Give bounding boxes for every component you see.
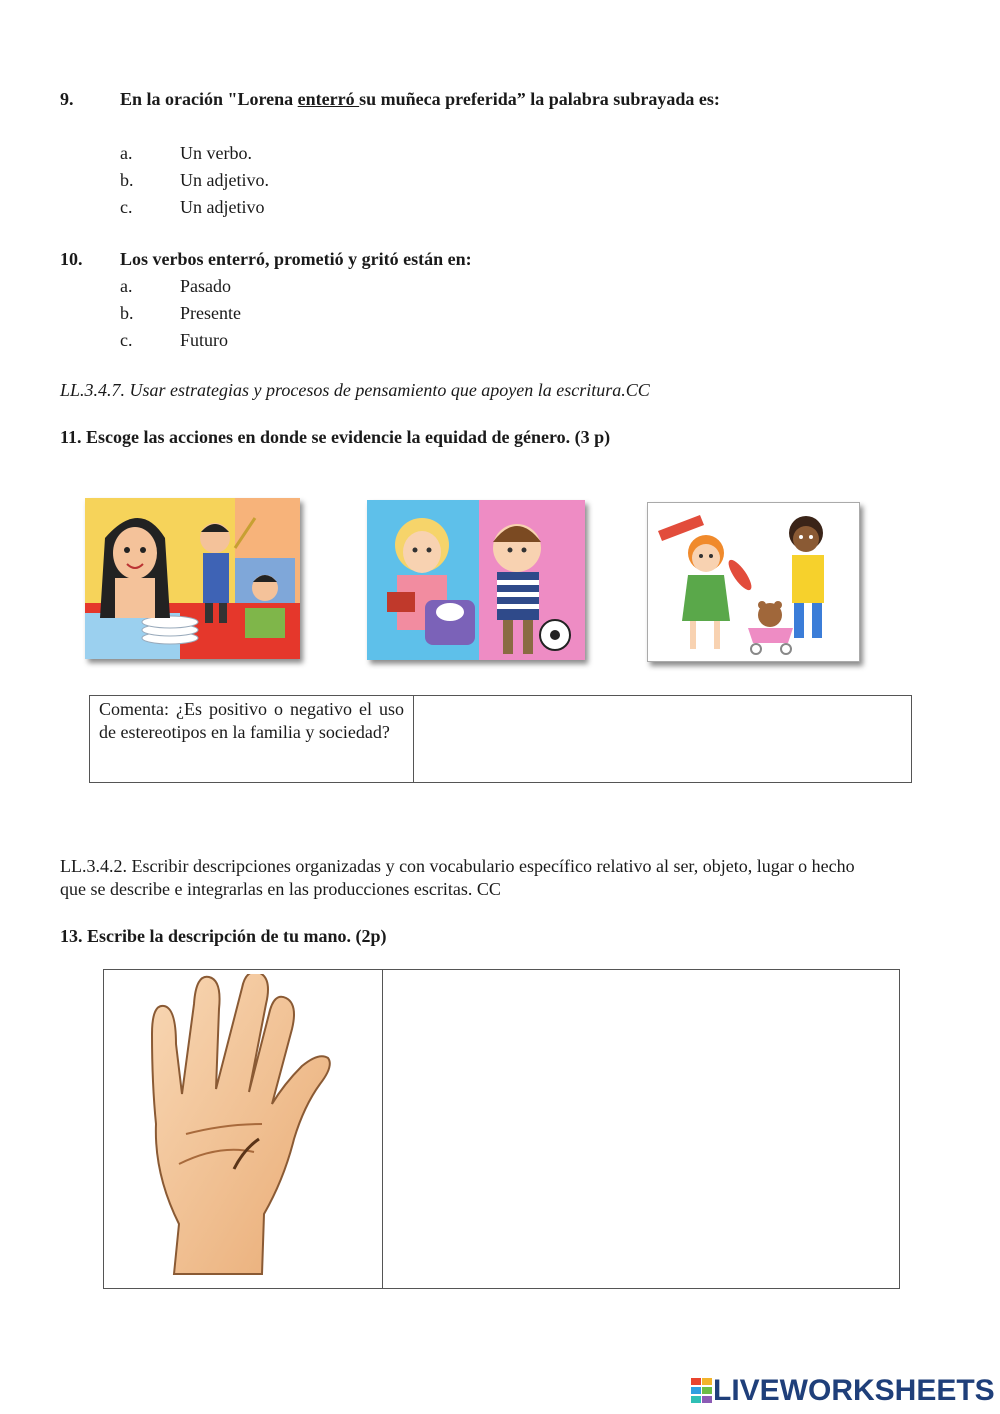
question-13-text: 13. Escribe la descripción de tu mano. (2p) xyxy=(60,926,387,946)
question-9-text-after: su muñeca preferida” la palabra subrayada es: xyxy=(359,89,720,109)
question-9-number: 9. xyxy=(60,89,74,109)
comment-table xyxy=(89,695,912,783)
hand-description-answer[interactable] xyxy=(394,980,884,1275)
hand-description-box xyxy=(103,969,900,1289)
question-10-text: Los verbos enterró, prometió y gritó están en: xyxy=(120,249,472,269)
q10-option-c[interactable]: Futuro xyxy=(180,330,229,350)
q10-option-b[interactable]: Presente xyxy=(180,303,241,323)
image-girl-boy-stereotypes[interactable] xyxy=(367,500,585,660)
image-family-chores[interactable] xyxy=(85,498,300,659)
q10-option-b-letter: b. xyxy=(120,303,134,323)
q10-option-a-letter: a. xyxy=(120,276,133,296)
q9-option-a-letter: a. xyxy=(120,143,133,163)
image-kids-playing[interactable] xyxy=(647,502,860,662)
liveworksheets-logo-text: LIVEWORKSHEETS xyxy=(713,1374,995,1407)
comment-prompt: Comenta: ¿Es positivo o negativo el uso de estereotipos en la familia y sociedad? xyxy=(90,696,414,783)
q9-option-a[interactable]: Un verbo. xyxy=(180,143,252,163)
hand-image xyxy=(134,974,364,1282)
question-9-underlined-word: enterró xyxy=(297,89,360,109)
q10-option-a[interactable]: Pasado xyxy=(180,276,231,296)
q9-option-c[interactable]: Un adjetivo xyxy=(180,197,265,217)
liveworksheets-logo-icon xyxy=(691,1378,713,1404)
q10-option-c-letter: c. xyxy=(120,330,133,350)
question-11-text: 11. Escoge las acciones en donde se evidencie la equidad de género. (3 p) xyxy=(60,427,611,447)
question-9-text xyxy=(120,89,720,110)
hand-box-divider xyxy=(382,970,383,1288)
q9-option-b-letter: b. xyxy=(120,170,134,190)
comment-answer-field[interactable] xyxy=(414,696,912,783)
skill-indicator-1: LL.3.4.7. Usar estrategias y procesos de pensamiento que apoyen la escritura.CC xyxy=(60,380,650,400)
question-10-number: 10. xyxy=(60,249,83,269)
q9-option-b[interactable]: Un adjetivo. xyxy=(180,170,269,190)
skill-indicator-2-line-2: que se describe e integrarlas en las producciones escritas. CC xyxy=(60,879,501,899)
liveworksheets-logo[interactable] xyxy=(691,1374,995,1408)
skill-indicator-2-line-1: LL.3.4.2. Escribir descripciones organizadas y con vocabulario específico relativo al ser, objeto, lugar o hecho xyxy=(60,856,855,876)
question-9-text-before: En la oración "Lorena xyxy=(120,89,298,109)
q9-option-c-letter: c. xyxy=(120,197,133,217)
